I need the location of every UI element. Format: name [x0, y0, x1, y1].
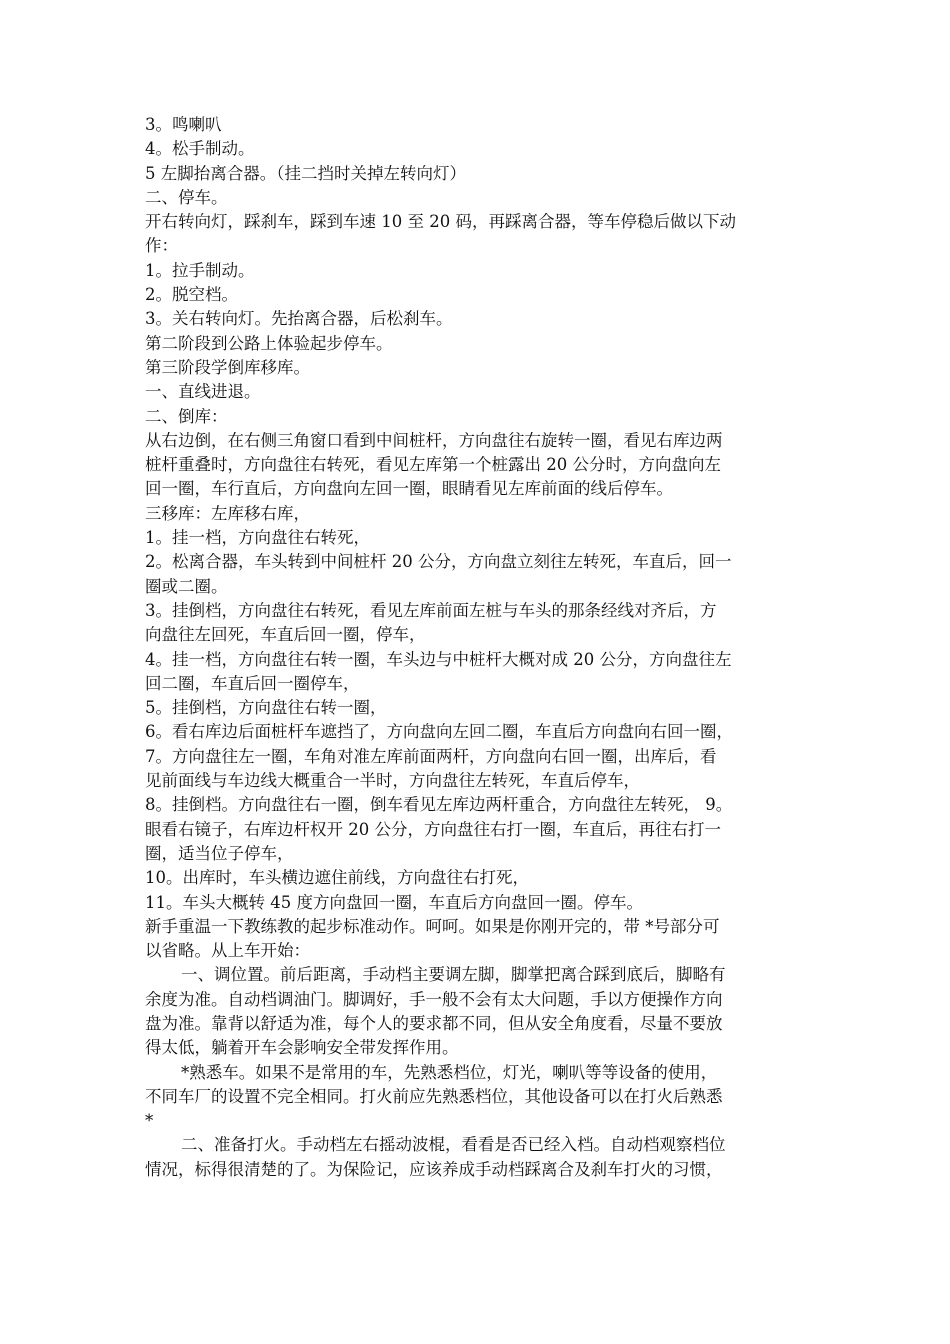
- text-line: 3。挂倒档，方向盘往右转死，看见左库前面左桩与车头的那条经线对齐后，方: [145, 600, 717, 620]
- text-line: 3。关右转向灯。先抬离合器，后松刹车。: [145, 309, 453, 329]
- text-line: 3。鸣喇叭: [145, 115, 222, 134]
- text-line: 2。松离合器，车头转到中间桩杆 20 公分，方向盘立刻往左转死，车直后，回一: [145, 552, 732, 572]
- text-line: 开右转向灯，踩刹车，踩到车速 10 至 20 码，再踩离合器，等车停稳后做以下动: [145, 212, 736, 232]
- text-line: 不同车厂的设置不完全相同。打火前应先熟悉档位，其他设备可以在打火后熟悉: [145, 1086, 723, 1106]
- text-line: 2。脱空档。: [145, 285, 238, 305]
- text-line: 余度为准。自动档调油门。脚调好，手一般不会有太大问题，手以方便操作方向: [145, 989, 723, 1009]
- text-line: 8。挂倒档。方向盘往右一圈，倒车看见左库边两杆重合，方向盘往左转死， 9。: [145, 795, 733, 815]
- text-line: 6。看右库边后面桩杆车遮挡了，方向盘向左回二圈，车直后方向盘向右回一圈，: [145, 722, 733, 742]
- text-line: 见前面线与车边线大概重合一半时，方向盘往左转死，车直后停车，: [145, 771, 640, 791]
- text-line: 第二阶段到公路上体验起步停车。: [145, 333, 393, 353]
- text-line: 向盘往左回死，车直后回一圈，停车，: [145, 625, 426, 645]
- text-line: *熟悉车。如果不是常用的车，先熟悉档位，灯光，喇叭等等设备的使用，: [181, 1062, 718, 1082]
- text-line: 一、调位置。前后距离，手动档主要调左脚，脚掌把离合踩到底后，脚略有: [181, 965, 726, 985]
- text-line: 回二圈，车直后回一圈停车，: [145, 673, 360, 693]
- text-line: 圈，适当位子停车，: [145, 843, 294, 863]
- text-line: 第三阶段学倒库移库。: [145, 357, 310, 377]
- text-line: 情况，标得很清楚的了。为保险记，应该养成手动档踩离合及刹车打火的习惯，: [145, 1159, 723, 1179]
- text-line: 4。松手制动。: [145, 139, 255, 159]
- text-line: 盘为准。靠背以舒适为准，每个人的要求都不同，但从安全角度看，尽量不要放: [145, 1013, 723, 1033]
- text-line: 7。方向盘往左一圈，车角对准左库前面两杆，方向盘向右回一圈，出库后，看: [145, 746, 717, 766]
- text-line: 从右边倒，在右侧三角窗口看到中间桩杆，方向盘往右旋转一圈，看见右库边两: [145, 430, 723, 450]
- text-line: 眼看右镜子，右库边杆权开 20 公分，方向盘往右打一圈，车直后，再往右打一: [145, 819, 721, 839]
- text-line: 桩杆重叠时，方向盘往右转死，看见左库第一个桩露出 20 公分时，方向盘向左: [145, 455, 721, 475]
- text-line: 二、停车。: [145, 187, 228, 207]
- text-line: *: [145, 1111, 154, 1131]
- text-line: 圈或二圈。: [145, 576, 228, 596]
- text-line: 一、直线进退。: [145, 382, 261, 402]
- text-line: 1。挂一档，方向盘往右转死，: [145, 528, 370, 548]
- text-line: 5。挂倒档，方向盘往右转一圈，: [145, 698, 387, 718]
- text-line: 11。车头大概转 45 度方向盘回一圈，车直后方向盘回一圈。停车。: [145, 892, 643, 912]
- text-line: 1。拉手制动。: [145, 260, 255, 280]
- text-line: 作：: [145, 236, 178, 256]
- text-line: 以省略。从上车开始：: [145, 941, 310, 961]
- text-line: 回一圈，车行直后，方向盘向左回一圈，眼睛看见左库前面的线后停车。: [145, 479, 673, 499]
- document-body: [145, 113, 810, 1182]
- text-line: 10。出库时，车头横边遮住前线，方向盘往右打死，: [145, 868, 529, 888]
- text-line: 4。挂一档，方向盘往右转一圈，车头边与中桩杆大概对成 20 公分，方向盘往左: [145, 649, 732, 669]
- text-line: 新手重温一下教练教的起步标准动作。呵呵。如果是你刚开完的，带 *号部分可: [145, 916, 720, 936]
- text-line: 得太低，躺着开车会影响安全带发挥作用。: [145, 1038, 459, 1058]
- text-line: 二、准备打火。手动档左右摇动波棍，看看是否已经入档。自动档观察档位: [181, 1135, 726, 1155]
- text-line: 5 左脚抬离合器。（挂二挡时关掉左转向灯）: [145, 163, 466, 183]
- text-line: 三移库：左库移右库，: [145, 503, 310, 523]
- text-line: 二、倒库：: [145, 406, 228, 426]
